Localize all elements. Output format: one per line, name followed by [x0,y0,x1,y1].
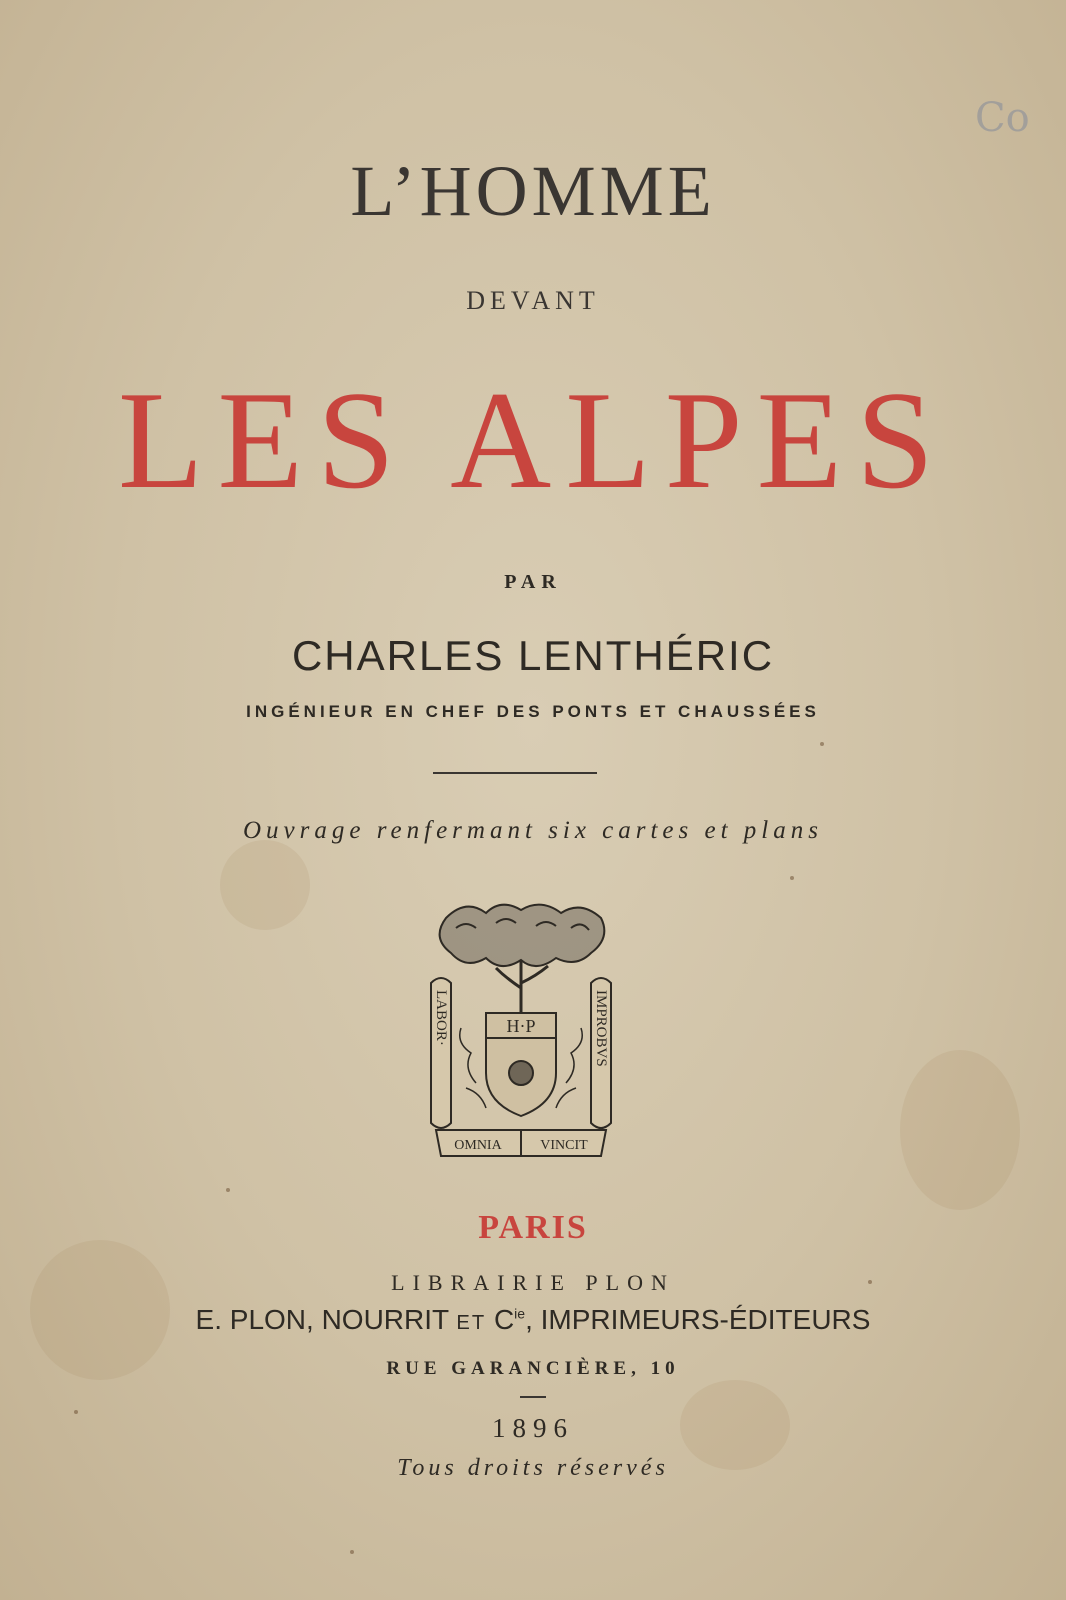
paper-speck [226,1188,230,1192]
printers-line [0,1304,1066,1336]
main-title: LES ALPES [117,363,949,518]
short-divider [520,1396,546,1398]
printers-et: ET [456,1312,487,1334]
motto-bottom-left: OMNIA [454,1138,502,1153]
title-line-2: DEVANT [466,286,600,315]
title-line-1: L’HOMME [350,151,716,231]
motto-left: LABOR· [433,990,449,1046]
paper-speck [790,876,794,880]
motto-bottom-right: VINCIT [540,1138,588,1153]
publisher: LIBRAIRIE PLON [391,1270,675,1295]
paper-speck [350,1550,354,1554]
printers-sup: ie [514,1305,526,1322]
rights-notice: Tous droits réservés [397,1455,669,1481]
printers-suffix: , IMPRIMEURS-ÉDITEURS [525,1304,871,1335]
printers-device-emblem [426,898,616,1168]
paper-speck [820,742,824,746]
subtitle: Ouvrage renfermant six cartes et plans [243,817,823,844]
margin-pencil-note: Co [975,95,1030,141]
paper-stain [220,840,310,930]
tree-icon [440,905,605,1013]
year: 1896 [492,1413,574,1443]
printers-c: C [486,1304,515,1335]
printers-prefix: E. PLON, NOURRIT [195,1304,457,1335]
motto-right: IMPROBVS [593,990,609,1067]
paper-stain [900,1050,1020,1210]
divider-rule [433,772,597,774]
author-title: INGÉNIEUR EN CHEF DES PONTS ET CHAUSSÉES [246,702,820,721]
author-name: CHARLES LENTHÉRIC [291,632,775,679]
city: PARIS [478,1209,588,1246]
device-monogram: H·P [506,1016,536,1036]
by-line: PAR [504,571,562,593]
address: RUE GARANCIÈRE, 10 [386,1358,680,1379]
